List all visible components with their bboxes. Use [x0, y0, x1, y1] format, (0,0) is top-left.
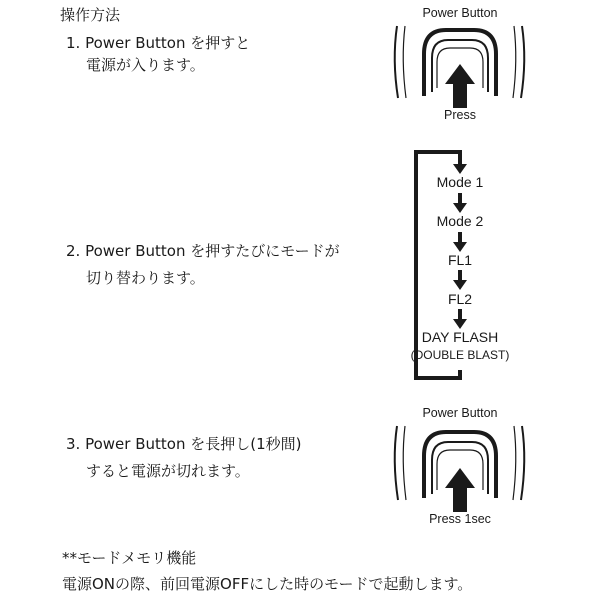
step-text-line1: Power Button を押すたびにモードが: [85, 242, 340, 260]
press-label-top: Press: [444, 108, 476, 122]
mode-item: FL2: [447, 291, 473, 307]
page-heading: 操作方法: [60, 6, 121, 24]
power-button-title-top: Power Button: [422, 6, 498, 20]
step-1-line2: 電源が入ります。: [86, 56, 205, 74]
step-2-line2: 切り替わります。: [86, 269, 205, 287]
press-arrow-icon: [445, 468, 475, 512]
step-number: 2.: [66, 242, 81, 260]
memory-note-text: 電源ONの際、前回電源OFFにした時のモードで起動します。: [62, 575, 473, 593]
step-number: 1.: [66, 34, 81, 52]
step-number: 3.: [66, 435, 81, 453]
power-button-title-bottom: Power Button: [422, 406, 498, 420]
mode-item: Mode 2: [436, 213, 484, 229]
memory-note-title: **モードメモリ機能: [62, 549, 197, 567]
mode-item: Mode 1: [436, 174, 484, 190]
step-3-line2: すると電源が切れます。: [86, 462, 250, 480]
mode-item-subtitle: (DOUBLE BLAST): [410, 348, 510, 362]
press-label-bottom: Press 1sec: [429, 512, 491, 526]
mode-item: FL1: [447, 252, 473, 268]
step-text-line1: Power Button を長押し(1秒間): [85, 435, 302, 453]
mode-item: DAY FLASH: [421, 329, 499, 345]
step-text-line1: Power Button を押すと: [85, 34, 251, 52]
